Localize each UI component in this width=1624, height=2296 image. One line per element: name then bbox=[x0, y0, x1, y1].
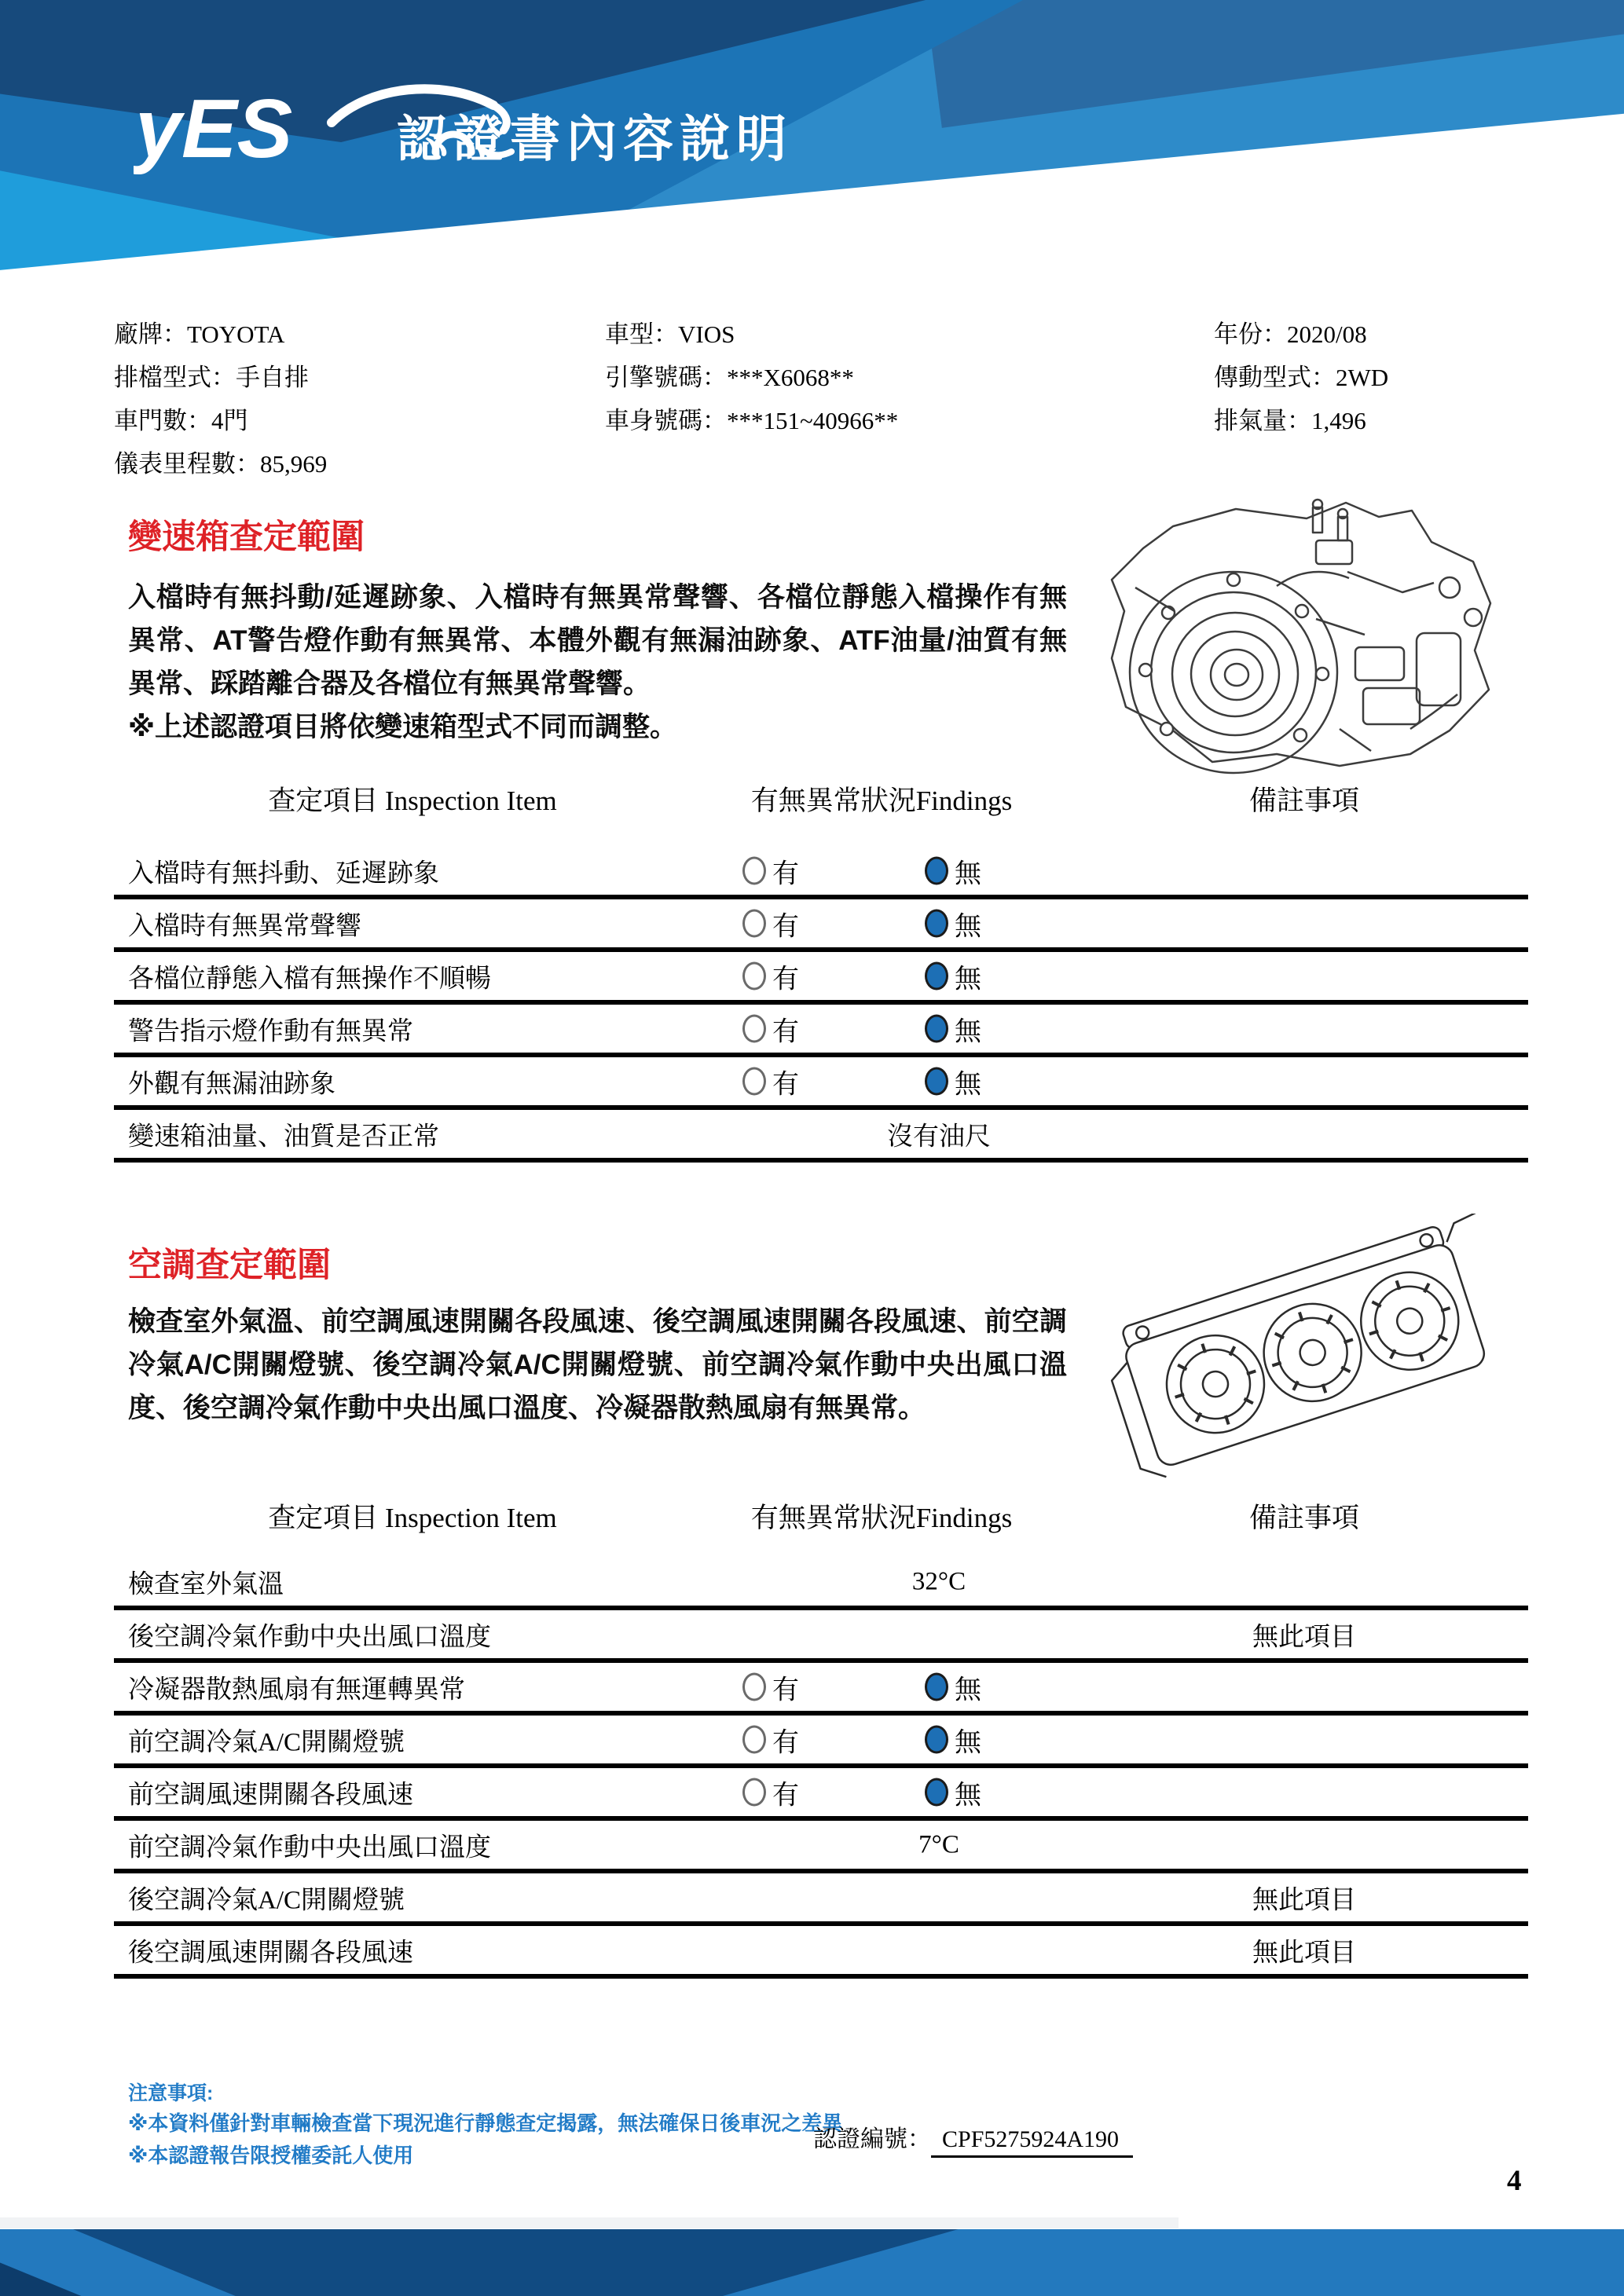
finding-text: 32°C bbox=[911, 1567, 966, 1595]
radio-circle-no-selected[interactable] bbox=[925, 857, 948, 885]
table-row bbox=[114, 899, 1528, 952]
radio-no-option[interactable] bbox=[925, 957, 981, 995]
radio-circle-no-selected[interactable] bbox=[925, 1726, 948, 1754]
inspection-item-label: 檢查室外氣溫 bbox=[128, 1570, 284, 1598]
table-row bbox=[114, 1821, 1528, 1873]
inspection-item-label: 外觀有無漏油跡象 bbox=[128, 1070, 335, 1098]
inspection-item-label: 後空調冷氣作動中央出風口溫度 bbox=[128, 1623, 491, 1651]
inspection-item-label: 警告指示燈作動有無異常 bbox=[128, 1017, 413, 1045]
radio-circle-no-selected[interactable] bbox=[925, 1778, 948, 1807]
page-title: 認證書內容說明 bbox=[397, 111, 793, 167]
radio-no-option[interactable] bbox=[925, 1720, 981, 1759]
transmission-section-title: 變速箱查定範圍 bbox=[128, 518, 365, 556]
page-header bbox=[0, 0, 1624, 284]
radio-circle-yes[interactable] bbox=[742, 1673, 766, 1701]
yes-logo-text: yES bbox=[135, 82, 293, 175]
radio-yes-option[interactable] bbox=[742, 904, 799, 943]
radio-circle-no-selected[interactable] bbox=[925, 1015, 948, 1043]
vehicle-info-line: 儀表里程數：85,969 bbox=[114, 450, 328, 478]
table-row bbox=[114, 1663, 1528, 1716]
notice-title: 注意事項: bbox=[128, 2082, 214, 2104]
notice-line: ※本認證報告限授權委託人使用 bbox=[128, 2144, 414, 2167]
vehicle-info-line: 車門數：4門 bbox=[114, 407, 248, 434]
table-row bbox=[114, 1057, 1528, 1110]
vehicle-info-line: 車型：VIOS bbox=[605, 320, 735, 348]
radio-yes-option[interactable] bbox=[742, 1009, 799, 1048]
certificate-number-label: 認證編號： bbox=[813, 2126, 931, 2152]
footer-divider bbox=[0, 2217, 1179, 2228]
radio-circle-no-selected[interactable] bbox=[925, 910, 948, 938]
radio-circle-no-selected[interactable] bbox=[925, 962, 948, 991]
radio-yes-label: 有 bbox=[772, 1728, 799, 1757]
radio-yes-option[interactable] bbox=[742, 1668, 799, 1706]
table-row bbox=[114, 1873, 1528, 1926]
radio-no-label: 無 bbox=[955, 965, 981, 994]
radio-yes-label: 有 bbox=[772, 1070, 799, 1099]
table-row bbox=[114, 1716, 1528, 1768]
footer-band bbox=[0, 2229, 1624, 2296]
radio-yes-label: 有 bbox=[772, 1017, 799, 1046]
transmission-section-description: 入檔時有無抖動/延遲跡象、入檔時有無異常聲響、各檔位靜態入檔操作有無異常、AT警告燈作動有無異常、本體外觀有無漏油跡象、ATF油量/油質有無異常、踩踏離合器及各檔位有無異常聲響。 bbox=[128, 582, 1067, 699]
remark-text: 無此項目 bbox=[1252, 1939, 1356, 1967]
certificate-number-field bbox=[813, 2119, 1133, 2154]
ac-table bbox=[114, 1558, 1528, 1979]
table-row bbox=[114, 1926, 1528, 1979]
inspection-item-label: 入檔時有無抖動、延遲跡象 bbox=[128, 859, 439, 888]
radio-no-option[interactable] bbox=[925, 851, 981, 890]
table-row bbox=[114, 1558, 1528, 1610]
inspection-item-label: 前空調冷氣作動中央出風口溫度 bbox=[128, 1833, 491, 1862]
table2-header-remarks: 備註事項 bbox=[1248, 1503, 1359, 1533]
vehicle-info-line: 排氣量：1,496 bbox=[1214, 407, 1366, 434]
radio-circle-yes[interactable] bbox=[742, 1015, 766, 1043]
ac-section-title: 空調查定範圍 bbox=[128, 1247, 331, 1284]
radio-circle-yes[interactable] bbox=[742, 910, 766, 938]
radio-circle-no-selected[interactable] bbox=[925, 1673, 948, 1701]
radio-circle-no-selected[interactable] bbox=[925, 1067, 948, 1096]
radio-no-option[interactable] bbox=[925, 1773, 981, 1811]
inspection-item-label: 入檔時有無異常聲響 bbox=[128, 912, 361, 940]
radio-yes-option[interactable] bbox=[742, 1062, 799, 1100]
remark-text: 無此項目 bbox=[1252, 1886, 1356, 1914]
radio-yes-option[interactable] bbox=[742, 1720, 799, 1759]
inspection-item-label: 變速箱油量、油質是否正常 bbox=[128, 1122, 439, 1151]
inspection-item-label: 後空調冷氣A/C開關燈號 bbox=[128, 1886, 405, 1914]
inspection-item-label: 前空調風速開關各段風速 bbox=[128, 1781, 413, 1809]
radio-no-label: 無 bbox=[955, 1070, 981, 1099]
inspection-item-label: 後空調風速開關各段風速 bbox=[128, 1939, 413, 1967]
table1-header-findings: 有無異常狀況Findings bbox=[750, 785, 1013, 816]
radio-yes-label: 有 bbox=[772, 912, 799, 941]
table-row bbox=[114, 1110, 1528, 1163]
vehicle-info-line: 廠牌：TOYOTA bbox=[114, 320, 285, 348]
vehicle-info-line: 引擎號碼：***X6068** bbox=[605, 364, 854, 391]
radio-no-label: 無 bbox=[955, 859, 981, 888]
vehicle-info-column-2 bbox=[605, 313, 898, 442]
page-number: 4 bbox=[1507, 2165, 1522, 2197]
table-row bbox=[114, 1610, 1528, 1663]
inspection-item-label: 冷凝器散熱風扇有無運轉異常 bbox=[128, 1675, 465, 1704]
radio-circle-yes[interactable] bbox=[742, 857, 766, 885]
vehicle-info-column-1 bbox=[114, 313, 327, 485]
radio-yes-option[interactable] bbox=[742, 851, 799, 890]
radio-circle-yes[interactable] bbox=[742, 962, 766, 991]
transmission-illustration bbox=[1080, 493, 1520, 774]
radio-yes-option[interactable] bbox=[742, 957, 799, 995]
radio-yes-label: 有 bbox=[772, 1781, 799, 1810]
transmission-table bbox=[114, 847, 1528, 1163]
table-row bbox=[114, 1768, 1528, 1821]
radio-no-label: 無 bbox=[955, 912, 981, 941]
radio-no-option[interactable] bbox=[925, 1668, 981, 1706]
finding-text: 沒有油尺 bbox=[887, 1122, 991, 1151]
remark-text: 無此項目 bbox=[1252, 1623, 1356, 1651]
radio-yes-label: 有 bbox=[772, 1675, 799, 1705]
radio-no-label: 無 bbox=[955, 1728, 981, 1757]
vehicle-info-line: 傳動型式：2WD bbox=[1214, 364, 1389, 391]
table1-header-item: 查定項目 Inspection Item bbox=[268, 785, 557, 816]
radio-no-label: 無 bbox=[955, 1781, 981, 1810]
transmission-section-note: ※上述認證項目將依變速箱型式不同而調整。 bbox=[128, 712, 678, 742]
table-row bbox=[114, 847, 1528, 899]
radio-yes-option[interactable] bbox=[742, 1773, 799, 1811]
certificate-number-value: CPF5275924A190 bbox=[931, 2126, 1133, 2158]
table2-header-item: 查定項目 Inspection Item bbox=[268, 1503, 557, 1533]
ac-panel-illustration bbox=[1092, 1214, 1532, 1489]
table1-header-remarks: 備註事項 bbox=[1248, 785, 1359, 816]
radio-circle-yes[interactable] bbox=[742, 1726, 766, 1754]
vehicle-info-line: 排檔型式：手自排 bbox=[114, 364, 309, 391]
radio-yes-label: 有 bbox=[772, 859, 799, 888]
inspection-item-label: 各檔位靜態入檔有無操作不順暢 bbox=[128, 965, 491, 993]
table-row bbox=[114, 952, 1528, 1005]
vehicle-info-column-3 bbox=[1214, 313, 1388, 442]
radio-no-option[interactable] bbox=[925, 1062, 981, 1100]
vehicle-info-line: 車身號碼：***151~40966** bbox=[605, 407, 899, 434]
table2-header-findings: 有無異常狀況Findings bbox=[750, 1503, 1013, 1533]
table-row bbox=[114, 1005, 1528, 1057]
vehicle-info-line: 年份：2020/08 bbox=[1214, 320, 1367, 348]
ac-section-description: 檢查室外氣溫、前空調風速開關各段風速、後空調風速開關各段風速、前空調冷氣A/C開關燈號、後空調冷氣A/C開關燈號、前空調冷氣作動中央出風口溫度、後空調冷氣作動中央出風口溫度、冷凝器散熱風扇有無異常。 bbox=[128, 1306, 1067, 1423]
radio-no-label: 無 bbox=[955, 1675, 981, 1705]
finding-text: 7°C bbox=[918, 1830, 959, 1858]
radio-circle-yes[interactable] bbox=[742, 1067, 766, 1096]
radio-no-option[interactable] bbox=[925, 1009, 981, 1048]
radio-no-option[interactable] bbox=[925, 904, 981, 943]
radio-circle-yes[interactable] bbox=[742, 1778, 766, 1807]
radio-yes-label: 有 bbox=[772, 965, 799, 994]
notice-line: ※本資料僅針對車輛檢查當下現況進行靜態查定揭露，無法確保日後車況之差異 bbox=[128, 2111, 843, 2135]
inspection-item-label: 前空調冷氣A/C開關燈號 bbox=[128, 1728, 405, 1756]
radio-no-label: 無 bbox=[955, 1017, 981, 1046]
